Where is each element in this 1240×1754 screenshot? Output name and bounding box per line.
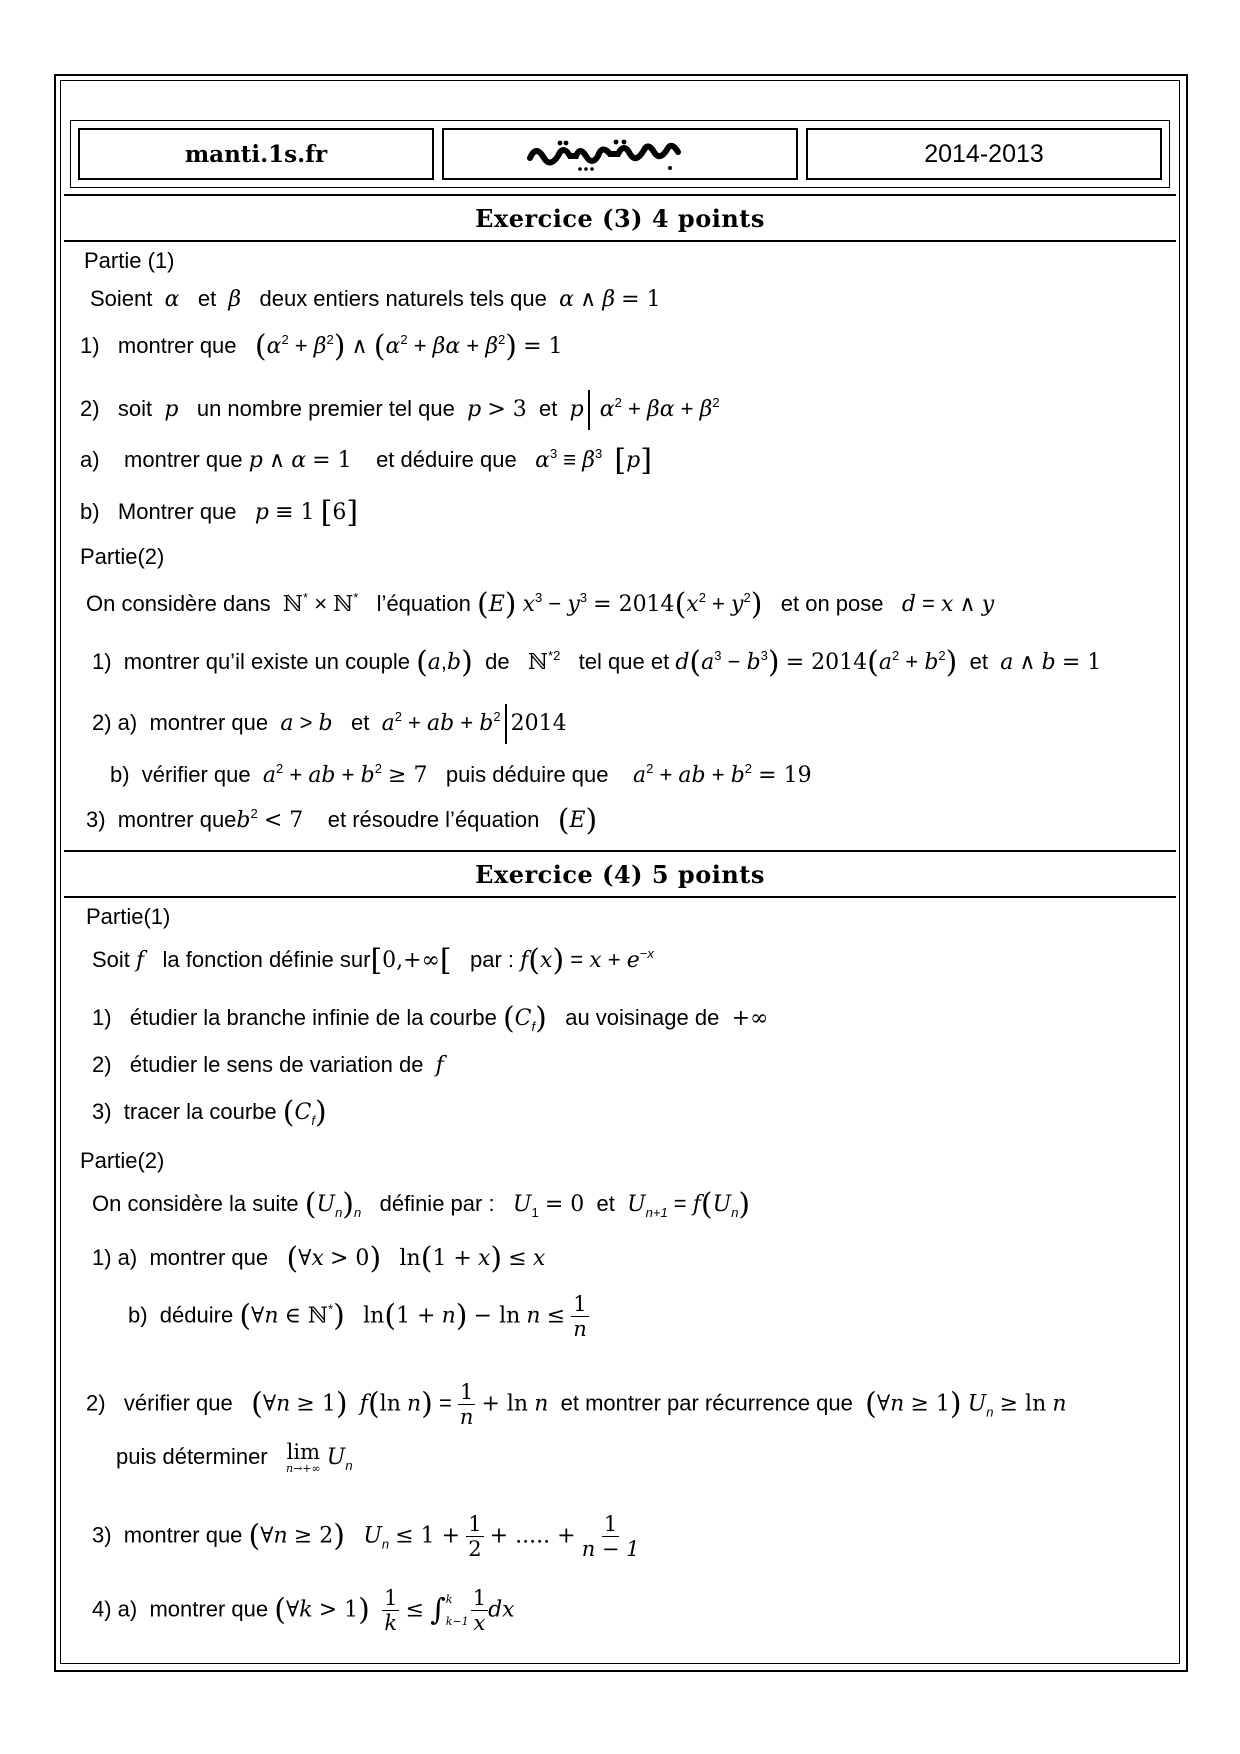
ex3-intro: Soient α et β deux entiers naturels tels que α ∧ β = 1	[90, 286, 661, 312]
header-site: manti.1s.fr	[78, 128, 434, 180]
ex4-q2: 2) étudier le sens de variation de f	[92, 1052, 444, 1078]
ex3-part2-label: Partie(2)	[80, 544, 165, 569]
ex4-intro: Soit f la fonction définie sur[0,+∞[ par : $f(x) = x + e^{-x}$	[92, 943, 654, 978]
ex4-part1-label: Partie(1)	[86, 904, 171, 929]
ex3-q2: 2) soit p un nombre premier tel que p > 3 et p $\alpha^2 + \beta\alpha + \beta^2$	[80, 390, 720, 430]
ex3-qa: a) montrer que p ∧ α = 1 et déduire que $\alpha^3 \equiv \beta^3$ [p]	[80, 443, 652, 478]
ex4-q3: 3) tracer la courbe $(C_f)$	[92, 1095, 327, 1130]
ex3-p2-intro: On considère dans ℕ* × ℕ* l’équation (E) $x^3 - y^3 = 2014(x^2 + y^2)$ et on pose d = x ∧ y	[86, 587, 995, 622]
ex3-p2-q2b: b) vérifier que $a^2$ + ab + $b^2 \ge 7$ puis déduire que $a^2$ + ab + $b^2 = 19$	[110, 761, 812, 788]
ex4-p2-q2-limit: puis déterminer lim n→+∞ $U_n$	[116, 1440, 353, 1475]
ex4-p2-q1b: b) déduire (∀n ∈ ℕ*) ln(1 + n) − ln n ≤ $\frac{1}{n}$	[128, 1292, 587, 1342]
ex3-p2-q1: 1) montrer qu’il existe un couple (a,b) de ℕ$^{*2}$ tel que et $d(a^3 - b^3) = 2014(a^2 + b^2)$ et a ∧ b = 1	[92, 645, 1102, 680]
ex4-p2-q1a: 1) a) montrer que (∀x > 0) ln(1 + x) ≤ x	[92, 1241, 546, 1276]
ex4-p2-q2: 2) vérifier que (∀n ≥ 1) f(ln n) = $\frac{1}{n}$ + ln n et montrer par récurrence que (∀n ≥ 1) $U_n \ge \ln n$	[86, 1380, 1067, 1430]
header-year: 2014-2013	[806, 128, 1162, 180]
ex4-p2-q4a: 4) a) montrer que (∀k > 1) $\frac{1}{k}$ ≤ ∫ k k−1 $\frac{1}{x}$ dx	[92, 1586, 515, 1636]
ex3-q1: 1) montrer que $(\alpha^2 + \beta^2)$ ∧ $(\alpha^2 + \beta\alpha + \beta^2) = 1$	[80, 329, 563, 364]
ex4-p2-q3: 3) montrer que (∀n ≥ 2) $U_n \le 1$ + $\frac{1}{2}$ + ..... + $\frac{1}{n - 1}$	[92, 1512, 640, 1562]
exercise3-title: Exercice (3) 4 points	[64, 194, 1176, 242]
ex4-q1: 1) étudier la branche infinie de la courbe $(C_f)$ au voisinage de +∞	[92, 1001, 769, 1036]
ex3-part1-label: Partie (1)	[84, 248, 175, 273]
arabic-calligraphy-icon	[520, 134, 720, 174]
ex3-p2-q3: 3) montrer queb$^2$ < 7 et résoudre l’équation (E)	[86, 803, 598, 838]
ex3-p2-q2a: 2) a) montrer que a > b et $a^2$ + ab + $b^2$ 2014	[92, 704, 567, 744]
exercise4-title: Exercice (4) 5 points	[64, 850, 1176, 898]
ex4-p2-intro: On considère la suite $(U_n)_n$ définie par : $U_1 = 0$ et $U_{n+1} = f(U_n)$	[92, 1187, 751, 1222]
ex3-qb: b) Montrer que p ≡ 1 [6]	[80, 495, 359, 530]
ex4-part2-label: Partie(2)	[80, 1148, 165, 1173]
header-arabic-title	[442, 128, 798, 180]
